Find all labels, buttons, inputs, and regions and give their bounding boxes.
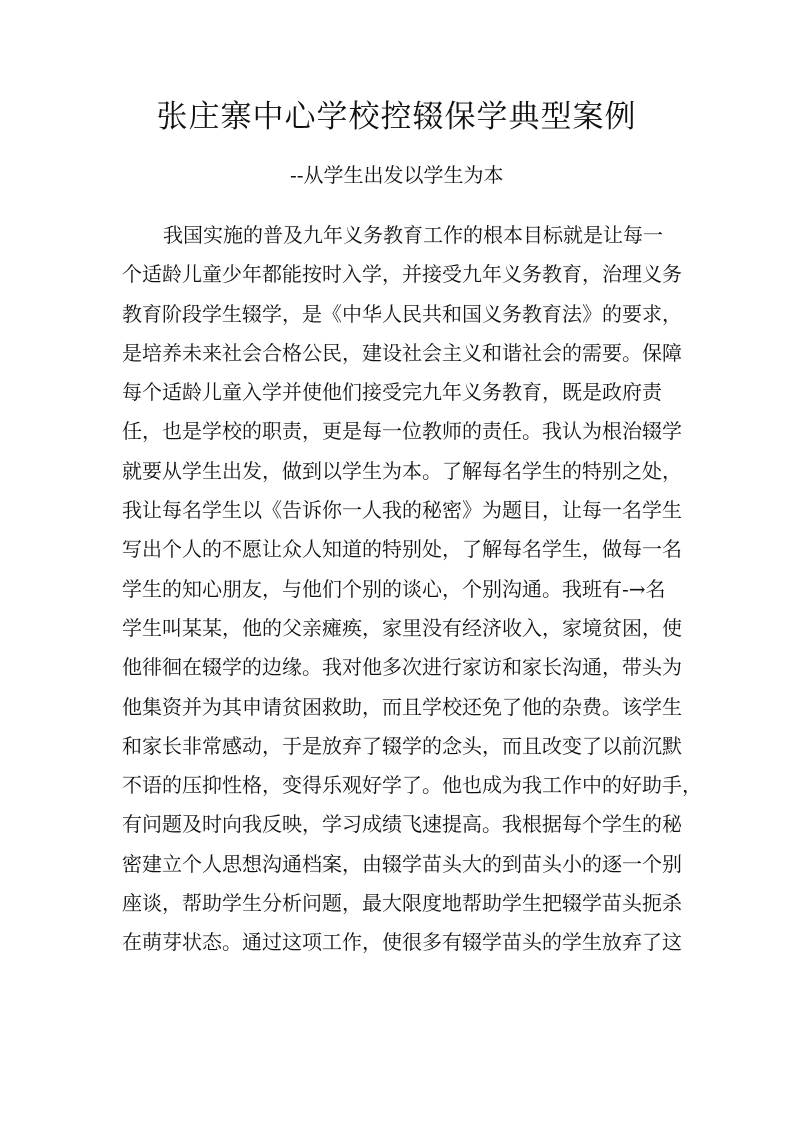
- body-paragraph: [122, 216, 702, 963]
- paragraph-line: 任，也是学校的职责，更是每一位教师的责任。我认为根治辍学: [122, 419, 682, 444]
- paragraph-line: 学生的知心朋友，与他们个别的谈心，个别沟通。我班有-→名: [122, 576, 666, 601]
- paragraph-line: 个适龄儿童少年都能按时入学，并接受九年义务教育，治理义务: [122, 262, 682, 287]
- paragraph-line: 不语的压抑性格，变得乐观好学了。他也成为我工作中的好助手，: [122, 773, 702, 798]
- paragraph-line: 在萌芽状态。通过这项工作，使很多有辍学苗头的学生放弃了这: [122, 930, 682, 955]
- paragraph-line: 我国实施的普及九年义务教育工作的根本目标就是让每一: [163, 223, 663, 247]
- paragraph-line: 教育阶段学生辍学，是《中华人民共和国义务教育法》的要求，: [122, 301, 682, 326]
- paragraph-line: 是培养未来社会合格公民，建设社会主义和谐社会的需要。保障: [122, 340, 682, 365]
- document-title: 张庄寨中心学校控辍保学典型案例: [156, 99, 637, 135]
- paragraph-line: 学生叫某某，他的父亲瘫痪，家里没有经济收入，家境贫困，使: [122, 615, 682, 640]
- paragraph-line: 有问题及时向我反映，学习成绩飞速提高。我根据每个学生的秘: [122, 812, 682, 837]
- paragraph-line: 他集资并为其申请贫困救助，而且学校还免了他的杂费。该学生: [122, 694, 682, 719]
- paragraph-line: 和家长非常感动，于是放弃了辍学的念头，而且改变了以前沉默: [122, 733, 682, 758]
- paragraph-line: 他徘徊在辍学的边缘。我对他多次进行家访和家长沟通，带头为: [122, 655, 682, 680]
- paragraph-line: 写出个人的不愿让众人知道的特别处，了解每名学生，做每一名: [122, 537, 682, 562]
- document-subtitle: --从学生出发以学生为本: [290, 163, 504, 187]
- paragraph-line: 密建立个人思想沟通档案，由辍学苗头大的到苗头小的逐一个别: [122, 851, 682, 876]
- paragraph-line: 就要从学生出发，做到以学生为本。了解每名学生的特别之处，: [122, 458, 682, 483]
- paragraph-line: 每个适龄儿童入学并使他们接受完九年义务教育，既是政府责: [122, 380, 662, 405]
- paragraph-line: 座谈，帮助学生分析问题，最大限度地帮助学生把辍学苗头扼杀: [122, 891, 682, 916]
- paragraph-line: 我让每名学生以《告诉你一人我的秘密》为题目，让每一名学生: [122, 498, 682, 523]
